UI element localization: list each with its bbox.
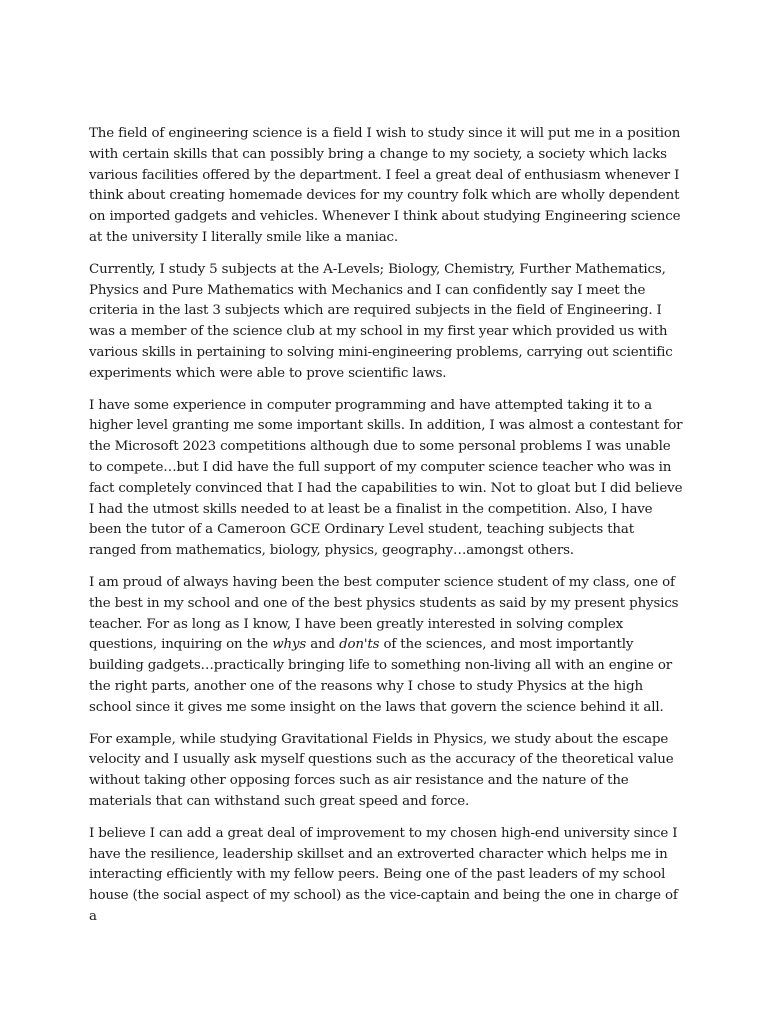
paragraph-4-emphasis-donts: don'ts	[339, 637, 380, 653]
paragraph-4-emphasis-whys: whys	[272, 637, 307, 653]
paragraph-2	[89, 260, 685, 385]
paragraph-4	[89, 573, 685, 719]
document-body	[89, 124, 685, 939]
paragraph-6-text: I believe I can add a great deal of improvement to my chosen high-end university since I have the resilience, leadership skillset and an extroverted character which helps me in interacting efficiently with my fellow peers. Being one of the past leaders of my school house (the social aspect of my school) as the vice-captain and being the one in charge of a	[89, 825, 678, 924]
paragraph-2-text: Currently, I study 5 subjects at the A-Levels; Biology, Chemistry, Further Mathematics, Physics and Pure Mathematics with Mechanics and I can confidently say I meet the criteria in the last 3 subjects which are required subjects in the field of Engineering. I was a member of the science club at my school in my first year which provided us with various skills in pertaining to solving mini-engineering problems, carrying out scientific experiments which were able to prove scientific laws.	[89, 261, 673, 381]
paragraph-5	[89, 730, 685, 813]
paragraph-6	[89, 824, 685, 928]
paragraph-4-text-b: and	[306, 637, 340, 653]
paragraph-1	[89, 124, 685, 249]
paragraph-3	[89, 396, 685, 562]
paragraph-5-text: For example, while studying Gravitational Fields in Physics, we study about the escape velocity and I usually ask myself questions such as the accuracy of the theoretical value without taking other opposing forces such as air resistance and the nature of the materials that can withstand such great speed and force.	[89, 731, 674, 809]
paragraph-1-text: The field of engineering science is a field I wish to study since it will put me in a position with certain skills that can possibly bring a change to my society, a society which lacks various facilities offered by the department. I feel a great deal of enthusiasm whenever I think about creating homemade devices for my country folk which are wholly dependent on imported gadgets and vehicles. Whenever I think about studying Engineering science at the university I literally smile like a maniac.	[89, 126, 681, 245]
paragraph-4-text-c: of the sciences, and most importantly building gadgets…practically bringing life to something non-living all with an engine or the right parts, another one of the reasons why I chose to study Physics at the high school since it gives me some insight on the laws that govern the science behind it all.	[89, 637, 673, 715]
paragraph-4-text-a: I am proud of always having been the best computer science student of my class, one of the best in my school and one of the best physics students as said by my present physics teacher. For as long as I know, I have been greatly interested in solving complex questions, inquiring on the	[89, 574, 679, 653]
paragraph-3-text: I have some experience in computer programming and have attempted taking it to a higher level granting me some important skills. In addition, I was almost a contestant for the Microsoft 2023 competitions although due to some personal problems I was unable to compete…but I did have the full support of my computer science teacher who was in fact completely convinced that I had the capabilities to win. Not to gloat but I did believe I had the utmost skills needed to at least be a finalist in the competition. Also, I have been the tutor of a Cameroon GCE Ordinary Level student, teaching subjects that ranged from mathematics, biology, physics, geography…amongst others.	[89, 397, 683, 559]
